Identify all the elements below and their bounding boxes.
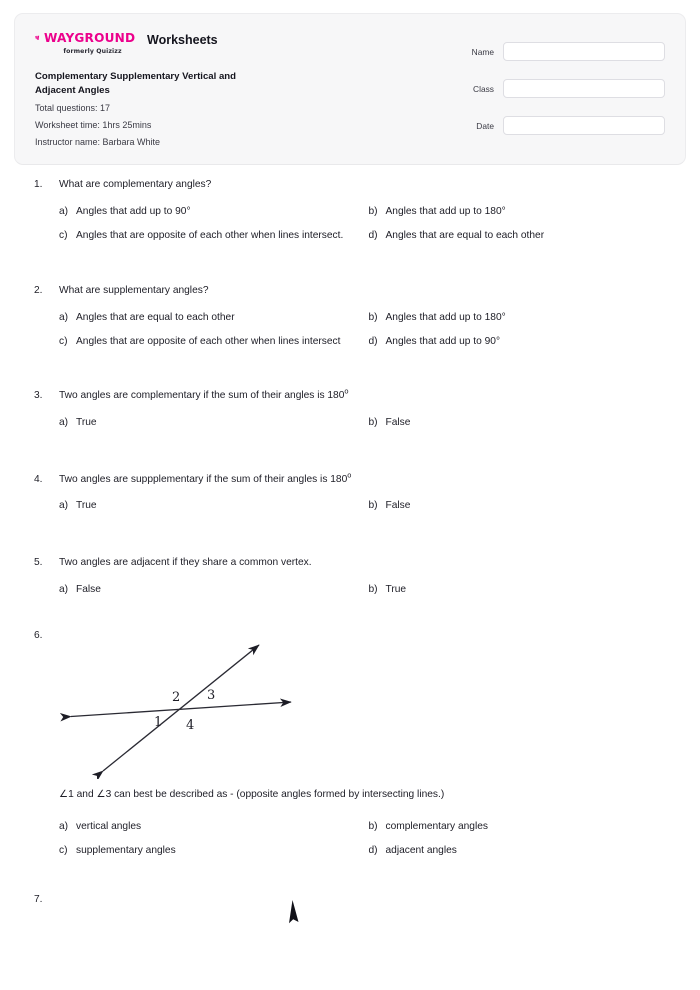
question-number: 7. — [34, 893, 43, 905]
option-text: vertical angles — [76, 820, 142, 832]
question-number: 6. — [34, 630, 43, 642]
field-row-date — [439, 116, 665, 135]
horizontal-line — [71, 702, 291, 717]
instructor-name: Instructor name: Barbara White — [35, 137, 161, 148]
worksheet-time: Worksheet time: 1hrs 25mins — [35, 120, 152, 131]
date-field-label: Date — [476, 120, 494, 131]
option-a[interactable] — [59, 311, 369, 325]
option-text: Angles that add up to 180° — [385, 205, 506, 217]
option-a[interactable] — [59, 583, 369, 597]
question-stem — [59, 389, 678, 403]
option-letter: c) — [59, 335, 68, 347]
option-text: Angles that add up to 90° — [385, 335, 501, 347]
option-text: False — [385, 417, 411, 429]
question-number: 1. — [34, 179, 43, 190]
degree-superscript: o — [347, 470, 352, 480]
option-letter: a) — [59, 500, 69, 512]
option-letter: b) — [368, 205, 378, 217]
field-row-class — [439, 79, 665, 98]
questions-list — [0, 178, 700, 962]
option-b[interactable] — [369, 311, 679, 325]
name-field-label: Name — [471, 46, 494, 57]
option-letter: d) — [368, 845, 378, 857]
worksheet-title: Complementary Supplementary Vertical and Adjacent Angles — [35, 70, 236, 97]
option-a[interactable] — [59, 416, 369, 430]
option-b[interactable] — [369, 499, 679, 513]
intersecting-lines-diagram — [59, 633, 678, 784]
option-letter: b) — [368, 500, 378, 512]
option-letter: d) — [368, 335, 378, 347]
options-list — [59, 583, 678, 607]
class-input[interactable] — [503, 79, 665, 98]
question-stem-text: Two angles are suppplementary if the sum of their angles is 180 — [59, 473, 348, 485]
wayground-mark-icon — [35, 32, 41, 44]
question-number: 2. — [34, 284, 43, 296]
question-7 — [0, 893, 700, 935]
diagonal-line — [103, 645, 259, 771]
option-letter: c) — [59, 230, 68, 242]
option-text: adjacent angles — [385, 845, 457, 857]
question-number: 5. — [34, 556, 43, 568]
question-stem — [59, 893, 678, 895]
option-text: True — [385, 583, 407, 595]
question-stem-text: Two angles are complementary if the sum of their angles is 180 — [59, 390, 345, 402]
option-b[interactable] — [369, 583, 679, 597]
question-stem: What are supplementary angles? — [59, 284, 209, 296]
question-5 — [0, 556, 700, 607]
option-a[interactable] — [59, 499, 369, 513]
angle-label-3: 3 — [207, 688, 216, 704]
option-c[interactable] — [59, 229, 369, 243]
option-letter: a) — [59, 417, 69, 429]
option-letter: b) — [368, 417, 378, 429]
option-text: True — [76, 500, 97, 512]
option-text: Angles that add up to 180° — [385, 311, 506, 323]
arrowhead-icon — [289, 900, 299, 923]
option-letter: a) — [59, 205, 69, 217]
option-text: Angles that are opposite of each other when lines intersect — [76, 335, 341, 347]
option-text: False — [76, 583, 101, 595]
option-text: Angles that add up to 90° — [76, 205, 191, 217]
total-questions: Total questions: 17 — [35, 103, 111, 114]
option-b[interactable] — [369, 820, 679, 834]
options-list — [59, 499, 678, 523]
worksheet-meta — [35, 70, 365, 151]
options-list — [59, 416, 678, 440]
option-text: supplementary angles — [76, 845, 176, 857]
wayground-logo — [35, 31, 138, 55]
option-letter: c) — [59, 845, 68, 857]
option-a[interactable] — [59, 820, 369, 834]
question-6 — [0, 629, 700, 869]
option-letter: b) — [368, 311, 378, 323]
option-b[interactable] — [369, 416, 679, 430]
class-field-label: Class — [473, 83, 494, 94]
student-fields — [439, 42, 665, 135]
option-text: Angles that are opposite of each other when lines intersect. — [76, 230, 344, 242]
question-3 — [0, 389, 700, 440]
option-text: Angles that are equal to each other — [76, 311, 235, 323]
angle-label-1: 1 — [154, 715, 163, 731]
degree-superscript: o — [344, 387, 349, 397]
question-2 — [0, 284, 700, 360]
option-b[interactable] — [369, 205, 679, 219]
question-number: 4. — [34, 473, 43, 485]
option-d[interactable] — [369, 844, 679, 858]
option-letter: b) — [368, 820, 378, 832]
name-input[interactable] — [503, 42, 665, 61]
question-number: 3. — [34, 390, 43, 402]
option-d[interactable] — [369, 229, 679, 243]
intersecting-lines-figure — [59, 633, 329, 779]
option-text: Angles that are equal to each other — [385, 230, 545, 242]
option-a[interactable] — [59, 205, 369, 219]
question-stem: What are complementary angles? — [59, 179, 212, 190]
option-d[interactable] — [369, 335, 679, 349]
worksheet-header-card — [14, 13, 686, 165]
logo-wordmark — [35, 32, 138, 45]
field-row-name — [439, 42, 665, 61]
option-letter: a) — [59, 311, 69, 323]
option-letter: d) — [368, 230, 378, 242]
partial-arrow-diagram — [59, 896, 678, 935]
question-stem — [59, 470, 678, 487]
product-label: Worksheets — [147, 33, 218, 47]
options-list — [59, 311, 678, 360]
option-c[interactable] — [59, 335, 369, 349]
worksheet-header — [15, 14, 685, 164]
angle-label-2: 2 — [172, 690, 181, 706]
option-text: True — [76, 417, 97, 429]
option-letter: b) — [368, 583, 378, 595]
logo-text: WAYGROUND — [43, 30, 136, 45]
options-list — [59, 820, 678, 869]
logo-subtitle: formerly Quizizz — [63, 47, 122, 55]
date-input[interactable] — [503, 116, 665, 135]
option-text: False — [385, 500, 411, 512]
question-4 — [0, 470, 700, 524]
question-stem: Two angles are adjacent if they share a common vertex. — [59, 556, 312, 568]
option-letter: a) — [59, 583, 69, 595]
question-sub-stem: ∠1 and ∠3 can best be described as - (opposite angles formed by intersecting lines.) — [59, 789, 445, 801]
question-stem — [59, 629, 678, 631]
angle-label-4: 4 — [186, 718, 195, 734]
options-list — [59, 205, 678, 254]
option-letter: a) — [59, 820, 69, 832]
partial-arrow-figure — [59, 896, 359, 930]
option-text: complementary angles — [385, 820, 488, 832]
option-c[interactable] — [59, 844, 369, 858]
question-1 — [0, 178, 700, 254]
